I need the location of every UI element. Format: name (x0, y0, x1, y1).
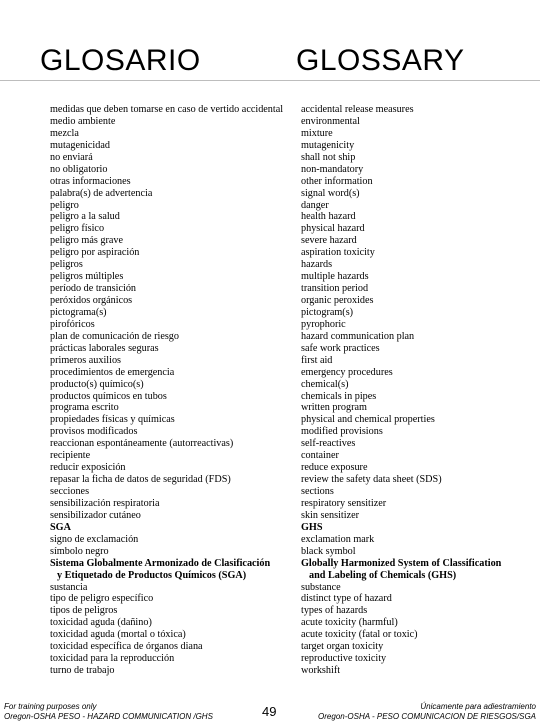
glossary-row (0, 593, 540, 605)
glossary-row (0, 665, 540, 677)
glossary-row (0, 498, 540, 510)
page-title-english: GLOSSARY (296, 44, 465, 77)
footer-right (318, 702, 536, 722)
glossary-row (0, 641, 540, 653)
term-spanish: tipo de peligro específico (50, 593, 154, 605)
term-spanish: palabra(s) de advertencia (50, 187, 153, 199)
glossary-row (0, 486, 540, 498)
glossary-row (0, 379, 540, 391)
glossary-row (0, 271, 540, 283)
glossary-row (0, 259, 540, 271)
term-spanish: Sistema Globalmente Armonizado de Clasificación (50, 557, 271, 569)
glossary-row (0, 140, 540, 152)
term-spanish: toxicidad para la reproducción (50, 653, 175, 665)
glossary-row (0, 116, 540, 128)
glossary-row (0, 307, 540, 319)
footer-left (4, 702, 213, 722)
glossary-row (0, 450, 540, 462)
term-english: respiratory sensitizer (301, 497, 387, 509)
term-english: non-mandatory (301, 163, 364, 175)
term-spanish: y Etiquetado de Productos Químicos (SGA) (57, 569, 247, 581)
term-spanish: repasar la ficha de datos de seguridad (FDS) (50, 474, 231, 486)
glossary-row (0, 343, 540, 355)
term-spanish: peligro a la salud (50, 211, 120, 223)
glossary-row (0, 152, 540, 164)
term-english: emergency procedures (301, 366, 393, 378)
term-english: Globally Harmonized System of Classification (301, 557, 502, 569)
term-spanish: no obligatorio (50, 163, 108, 175)
term-spanish: prácticas laborales seguras (50, 342, 159, 354)
term-spanish: medio ambiente (50, 115, 116, 127)
term-english: physical and chemical properties (301, 414, 435, 426)
glossary-row (0, 367, 540, 379)
term-english: and Labeling of Chemicals (GHS) (309, 569, 457, 581)
glossary-row (0, 402, 540, 414)
glossary-row (0, 414, 540, 426)
term-spanish: peligro (50, 199, 79, 211)
glossary-list (0, 104, 540, 677)
glossary-row (0, 582, 540, 594)
glossary-row (0, 510, 540, 522)
term-spanish: signo de exclamación (50, 533, 139, 545)
term-english: self-reactives (301, 438, 356, 450)
term-spanish: sustancia (50, 581, 88, 593)
term-spanish: turno de trabajo (50, 665, 115, 677)
term-english: health hazard (301, 211, 356, 223)
term-english: GHS (301, 521, 323, 533)
glossary-row (0, 319, 540, 331)
glossary-row (0, 391, 540, 403)
term-spanish: peligro por aspiración (50, 247, 140, 259)
term-english: mixture (301, 127, 333, 139)
term-english: distinct type of hazard (301, 593, 392, 605)
term-spanish: mezcla (50, 127, 79, 139)
term-english: acute toxicity (harmful) (301, 617, 398, 629)
term-english: exclamation mark (301, 533, 375, 545)
term-english: first aid (301, 354, 333, 366)
term-spanish: medidas que deben tomarse en caso de vertido accidental (50, 104, 284, 115)
term-english: organic peroxides (301, 295, 374, 306)
term-spanish: procedimientos de emergencia (50, 366, 175, 378)
term-spanish: peligros múltiples (50, 271, 124, 283)
term-english: skin sensitizer (301, 509, 360, 521)
term-english: written program (301, 402, 367, 414)
term-spanish: sensibilizador cutáneo (50, 509, 141, 521)
glossary-row (0, 558, 540, 570)
term-english: other information (301, 175, 373, 187)
footer-training-note-es: Únicamente para adiestramiento (420, 702, 536, 711)
term-english: hazards (301, 259, 333, 271)
term-english: mutagenicity (301, 139, 355, 151)
term-english: transition period (301, 283, 369, 295)
glossary-row (0, 426, 540, 438)
glossary-row (0, 438, 540, 450)
glossary-row (0, 522, 540, 534)
term-english: chemicals in pipes (301, 390, 377, 402)
term-english: environmental (301, 115, 360, 127)
term-english: sections (301, 486, 334, 497)
term-english: pictogram(s) (301, 306, 354, 318)
glossary-row (0, 534, 540, 546)
term-english: safe work practices (301, 342, 380, 354)
term-english: severe hazard (301, 235, 357, 247)
glossary-row (0, 570, 540, 582)
glossary-row (0, 295, 540, 307)
term-english: reproductive toxicity (301, 653, 387, 665)
term-english: black symbol (301, 545, 356, 557)
term-english: danger (301, 199, 329, 211)
term-english: physical hazard (301, 223, 365, 235)
term-spanish: propiedades físicas y químicas (50, 414, 175, 426)
term-spanish: primeros auxilios (50, 354, 122, 366)
term-spanish: tipos de peligros (50, 605, 118, 617)
glossary-row (0, 605, 540, 617)
term-spanish: reducir exposición (50, 462, 126, 474)
term-spanish: productos químicos en tubos (50, 390, 167, 402)
term-spanish: SGA (50, 521, 71, 533)
term-spanish: toxicidad específica de órganos diana (50, 641, 203, 653)
glossary-row (0, 211, 540, 223)
glossary-row (0, 355, 540, 367)
glossary-row (0, 247, 540, 259)
term-english: hazard communication plan (301, 330, 415, 342)
term-spanish: reaccionan espontáneamente (autorreactivas) (50, 438, 234, 450)
glossary-row (0, 283, 540, 295)
glossary-row (0, 546, 540, 558)
term-spanish: provisos modificados (50, 426, 138, 438)
term-english: multiple hazards (301, 271, 369, 283)
term-spanish: pirofóricos (50, 318, 95, 330)
term-spanish: plan de comunicación de riesgo (50, 330, 179, 342)
glossary-row (0, 128, 540, 140)
term-english: accidental release measures (301, 104, 414, 115)
term-spanish: peligros (50, 259, 83, 271)
page-number: 49 (262, 704, 277, 719)
term-english: acute toxicity (fatal or toxic) (301, 629, 418, 641)
term-english: workshift (301, 665, 341, 677)
term-spanish: sensibilización respiratoria (50, 497, 160, 509)
glossary-row (0, 474, 540, 486)
footer-course-title-es: Oregon-OSHA - PESO COMUNICACION DE RIESGOS/SGA (318, 712, 536, 721)
term-english: pyrophoric (301, 318, 346, 330)
glossary-row (0, 235, 540, 247)
term-spanish: símbolo negro (50, 545, 109, 557)
term-spanish: toxicidad aguda (dañino) (50, 617, 152, 629)
glossary-row (0, 462, 540, 474)
glossary-row (0, 653, 540, 665)
term-spanish: toxicidad aguda (mortal o tóxica) (50, 629, 186, 641)
footer-training-note: For training purposes only (4, 702, 97, 711)
term-spanish: producto(s) químico(s) (50, 378, 144, 390)
term-spanish: programa escrito (50, 402, 119, 414)
term-english: aspiration toxicity (301, 247, 375, 259)
term-english: review the safety data sheet (SDS) (301, 474, 442, 486)
term-spanish: peróxidos orgánicos (50, 295, 133, 306)
term-spanish: pictograma(s) (50, 306, 107, 318)
term-english: signal word(s) (301, 187, 360, 199)
glossary-row (0, 629, 540, 641)
term-english: substance (301, 581, 341, 593)
term-spanish: otras informaciones (50, 175, 131, 187)
term-english: container (301, 450, 339, 462)
term-spanish: período de transición (50, 283, 137, 295)
term-spanish: peligro más grave (50, 235, 123, 247)
term-english: target organ toxicity (301, 641, 384, 653)
term-english: modified provisions (301, 426, 383, 438)
term-spanish: recipiente (50, 450, 91, 462)
term-spanish: mutagenicidad (50, 139, 110, 151)
glossary-row (0, 223, 540, 235)
footer-course-title: Oregon-OSHA PESO - HAZARD COMMUNICATION /GHS (4, 712, 213, 721)
glossary-row (0, 331, 540, 343)
term-english: types of hazards (301, 605, 368, 617)
glossary-row (0, 188, 540, 200)
term-english: shall not ship (301, 151, 356, 163)
term-spanish: secciones (50, 486, 90, 497)
term-spanish: peligro físico (50, 223, 105, 235)
glossary-row (0, 200, 540, 212)
page-title-spanish: GLOSARIO (40, 44, 201, 77)
glossary-row (0, 617, 540, 629)
glossary-row (0, 164, 540, 176)
term-spanish: no enviará (50, 151, 93, 163)
term-english: chemical(s) (301, 378, 349, 390)
glossary-row (0, 176, 540, 188)
title-divider (0, 80, 540, 81)
glossary-row (0, 104, 540, 116)
term-english: reduce exposure (301, 462, 368, 474)
